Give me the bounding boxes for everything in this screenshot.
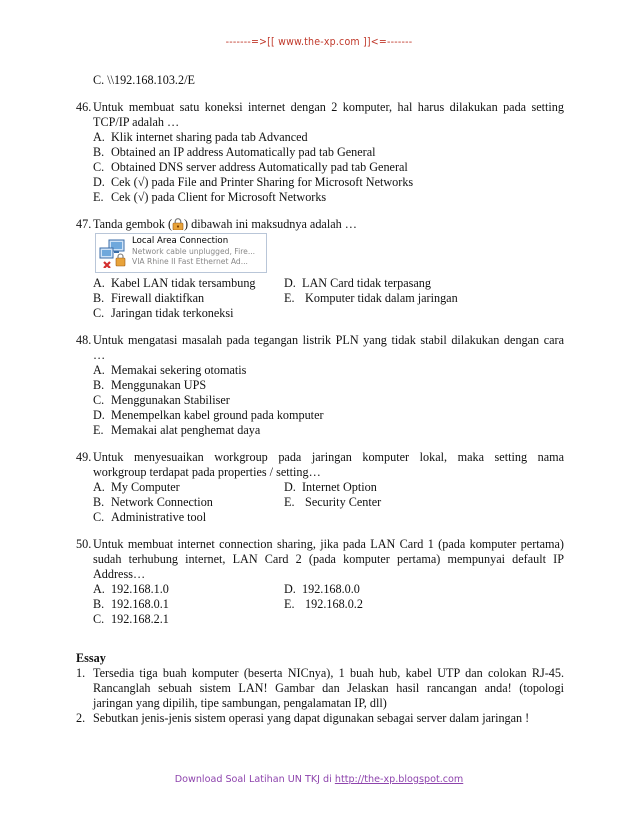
question-number: 47. xyxy=(76,217,92,231)
question-number: 48. xyxy=(76,333,92,347)
option-a: A. Klik internet sharing pada tab Advanced xyxy=(93,130,308,144)
option-c: C. Menggunakan Stabiliser xyxy=(93,393,230,407)
padlock-warning-icon xyxy=(172,218,184,230)
question-text: Untuk membuat satu koneksi internet dengan 2 komputer, hal harus dilakukan pada setting TCP/IP adalah … xyxy=(93,100,564,129)
question-text: Untuk menyesuaikan workgroup pada jaringan komputer lokal, maka setting nama workgroup terdapat pada properties / setting… xyxy=(93,450,564,479)
connection-status: Network cable unplugged, Fire... xyxy=(132,247,256,256)
page-footer xyxy=(0,772,638,787)
essay-heading: Essay xyxy=(76,651,106,665)
option-row xyxy=(76,291,564,306)
question-46 xyxy=(76,100,564,205)
option-d: D. Menempelkan kabel ground pada komputer xyxy=(93,408,324,422)
question-47 xyxy=(76,217,564,321)
option-a: A. My Computer xyxy=(93,480,180,494)
essay-item-2: 2. Sebutkan jenis-jenis sistem operasi yang dapat digunakan sebagai server dalam jaringan ! xyxy=(76,711,530,725)
connection-title: Local Area Connection xyxy=(132,236,229,246)
question-49 xyxy=(76,450,564,525)
option-row xyxy=(76,276,564,291)
footer-link[interactable]: http://the-xp.blogspot.com xyxy=(334,774,464,785)
option-d: D. Cek (√) pada File and Printer Sharing for Microsoft Networks xyxy=(93,175,414,189)
option-e: E. Security Center xyxy=(284,495,382,509)
option-row xyxy=(76,495,564,510)
option-e: E. Memakai alat penghemat daya xyxy=(93,423,261,437)
q45-option-c: C. \\192.168.103.2/E xyxy=(93,73,195,87)
question-48 xyxy=(76,333,564,438)
option-d: D. 192.168.0.0 xyxy=(284,582,360,596)
option-row xyxy=(76,597,564,612)
document-body xyxy=(76,73,564,726)
question-50 xyxy=(76,537,564,627)
page-header: -------=>[[ www.the-xp.com ]]<=------- xyxy=(225,36,413,48)
option-row xyxy=(76,306,564,321)
option-a: A. Memakai sekering otomatis xyxy=(93,363,247,377)
question-text: Untuk mengatasi masalah pada tegangan listrik PLN yang tidak stabil dilakukan dengan cara … xyxy=(93,333,564,362)
option-e: E. Komputer tidak dalam jaringan xyxy=(284,291,458,305)
option-c: C. Administrative tool xyxy=(93,510,207,524)
option-row xyxy=(76,582,564,597)
question-number: 50. xyxy=(76,537,92,551)
option-row xyxy=(76,480,564,495)
option-a: A. Kabel LAN tidak tersambung xyxy=(93,276,256,290)
option-e: E. Cek (√) pada Client for Microsoft Networks xyxy=(93,190,327,204)
option-row xyxy=(76,612,564,627)
option-e: E. 192.168.0.2 xyxy=(284,597,363,611)
connection-device: VIA Rhine II Fast Ethernet Ad... xyxy=(132,257,248,266)
option-b: B. Firewall diaktifkan xyxy=(93,291,205,305)
option-c: C. Jaringan tidak terkoneksi xyxy=(93,306,234,320)
option-b: B. Menggunakan UPS xyxy=(93,378,207,392)
question-number: 49. xyxy=(76,450,92,464)
essay-item-1: 1. Tersedia tiga buah komputer (beserta NICnya), 1 buah hub, kabel UTP dan colokan RJ-45. Rancanglah sebuah sistem LAN! Gambar dan Jelaskan hasil rancangan anda! (topologi jaringan yang dipilih, tipe sambungan, pengalamatan IP, dll) xyxy=(76,666,564,710)
question-text: Tanda gembok ( ) dibawah ini maksudnya adalah … xyxy=(93,217,357,231)
option-d: D. LAN Card tidak terpasang xyxy=(284,276,431,290)
option-c: C. 192.168.2.1 xyxy=(93,612,169,626)
option-a: A. 192.168.1.0 xyxy=(93,582,169,596)
question-number: 46. xyxy=(76,100,92,114)
local-area-connection-window xyxy=(95,233,267,273)
option-b: B. 192.168.0.1 xyxy=(93,597,169,611)
question-text: Untuk membuat internet connection sharing, jika pada LAN Card 1 (pada komputer pertama) sudah terhubung internet, LAN Card 2 (pada komputer pertama) mempunyai default IP Address… xyxy=(93,537,564,581)
option-c: C. Obtained DNS server address Automatically pad tab General xyxy=(93,160,408,174)
option-d: D. Internet Option xyxy=(284,480,377,494)
option-b: B. Obtained an IP address Automatically pad tab General xyxy=(93,145,376,159)
option-row xyxy=(76,510,564,525)
footer-text: Download Soal Latihan UN TKJ di xyxy=(174,774,335,785)
option-b: B. Network Connection xyxy=(93,495,213,509)
essay-section xyxy=(76,651,564,726)
network-connection-icon xyxy=(99,238,127,268)
